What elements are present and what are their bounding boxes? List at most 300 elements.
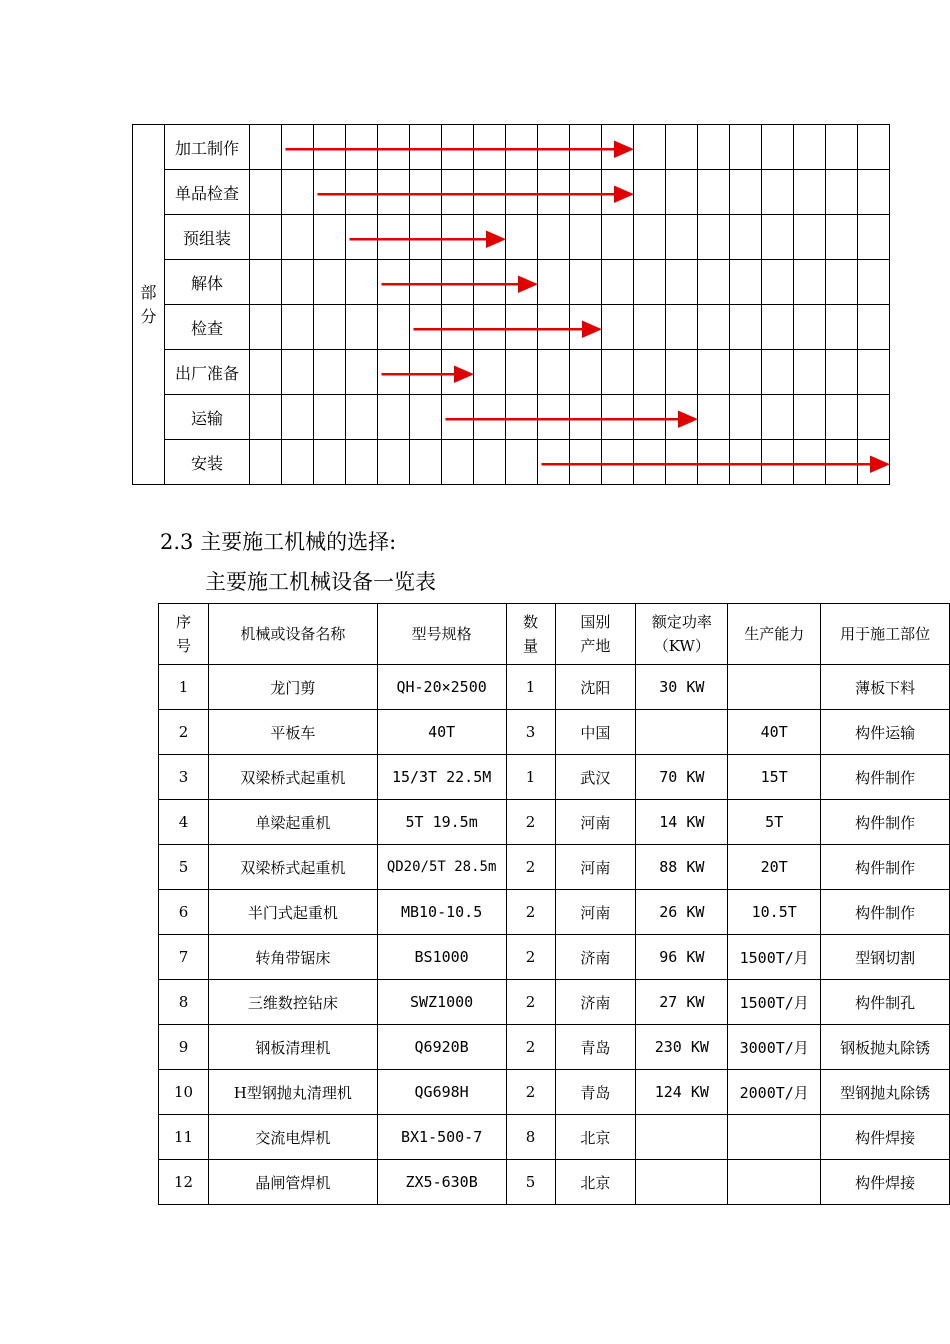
gantt-task-label: 单品检查	[165, 170, 250, 215]
table-cell	[636, 1115, 728, 1160]
gantt-cell	[666, 170, 698, 215]
gantt-cell	[698, 440, 730, 485]
gantt-cell	[250, 260, 282, 305]
gantt-cell	[378, 170, 410, 215]
gantt-cell	[474, 350, 506, 395]
table-cell: 30 KW	[636, 665, 728, 710]
table-cell: 2	[506, 935, 555, 980]
gantt-cell	[410, 395, 442, 440]
table-cell: 5T	[728, 800, 821, 845]
table-cell: 构件制孔	[821, 980, 950, 1025]
gantt-cell	[634, 305, 666, 350]
gantt-cell	[346, 215, 378, 260]
table-cell: ZX5-630B	[377, 1160, 506, 1205]
gantt-cell	[794, 395, 826, 440]
gantt-cell	[794, 215, 826, 260]
table-cell: 济南	[555, 935, 636, 980]
gantt-cell	[442, 215, 474, 260]
gantt-cell	[634, 170, 666, 215]
gantt-cell	[826, 440, 858, 485]
gantt-cell	[730, 395, 762, 440]
gantt-cell	[602, 395, 634, 440]
gantt-cell	[634, 125, 666, 170]
table-cell: 2	[506, 1070, 555, 1115]
table-cell: 晶闸管焊机	[208, 1160, 377, 1205]
gantt-cell	[250, 440, 282, 485]
table-cell: H型钢抛丸清理机	[208, 1070, 377, 1115]
gantt-cell	[506, 350, 538, 395]
gantt-cell	[826, 305, 858, 350]
gantt-cell	[346, 125, 378, 170]
table-cell: 中国	[555, 710, 636, 755]
table-cell: MB10-10.5	[377, 890, 506, 935]
column-header: 额定功率（KW）	[636, 604, 728, 665]
table-cell: 5T 19.5m	[377, 800, 506, 845]
table-cell: 构件制作	[821, 800, 950, 845]
gantt-cell	[346, 305, 378, 350]
equipment-header-row	[159, 604, 950, 665]
gantt-cell	[538, 170, 570, 215]
gantt-cell	[602, 215, 634, 260]
gantt-cell	[602, 305, 634, 350]
gantt-cell	[506, 125, 538, 170]
gantt-cell	[794, 170, 826, 215]
gantt-cell	[602, 440, 634, 485]
table-cell: 1	[506, 755, 555, 800]
table-row	[159, 845, 950, 890]
gantt-cell	[826, 125, 858, 170]
gantt-cell	[474, 305, 506, 350]
table-cell: 1500T/月	[728, 980, 821, 1025]
gantt-cell	[346, 170, 378, 215]
gantt-cell	[666, 125, 698, 170]
table-cell: 龙门剪	[208, 665, 377, 710]
gantt-cell	[570, 305, 602, 350]
gantt-cell	[506, 260, 538, 305]
table-cell: 2	[506, 845, 555, 890]
table-cell: 转角带锯床	[208, 935, 377, 980]
table-cell: 1	[159, 665, 209, 710]
table-cell: 2	[506, 890, 555, 935]
gantt-cell	[858, 350, 890, 395]
gantt-cell	[858, 260, 890, 305]
table-row	[159, 710, 950, 755]
gantt-cell	[698, 260, 730, 305]
gantt-cell	[570, 260, 602, 305]
table-row	[159, 1025, 950, 1070]
gantt-cell	[762, 305, 794, 350]
column-header: 生产能力	[728, 604, 821, 665]
table-cell: 青岛	[555, 1025, 636, 1070]
column-header: 国别产地	[555, 604, 636, 665]
gantt-cell	[570, 170, 602, 215]
table-cell: 7	[159, 935, 209, 980]
table-cell: BS1000	[377, 935, 506, 980]
table-cell: 半门式起重机	[208, 890, 377, 935]
table-cell: 2000T/月	[728, 1070, 821, 1115]
table-cell: 三维数控钻床	[208, 980, 377, 1025]
gantt-cell	[602, 170, 634, 215]
gantt-cell	[250, 395, 282, 440]
table-row	[159, 665, 950, 710]
gantt-cell	[602, 260, 634, 305]
gantt-cell	[506, 440, 538, 485]
table-cell: 10.5T	[728, 890, 821, 935]
table-cell: 构件焊接	[821, 1115, 950, 1160]
gantt-cell	[666, 305, 698, 350]
table-cell	[728, 665, 821, 710]
gantt-cell	[506, 305, 538, 350]
gantt-cell	[826, 260, 858, 305]
table-cell: 26 KW	[636, 890, 728, 935]
table-cell: 构件焊接	[821, 1160, 950, 1205]
gantt-cell	[762, 350, 794, 395]
table-cell: 交流电焊机	[208, 1115, 377, 1160]
gantt-cell	[602, 350, 634, 395]
gantt-row	[133, 350, 890, 395]
gantt-cell	[794, 440, 826, 485]
gantt-cell	[730, 125, 762, 170]
table-cell: 15/3T 22.5M	[377, 755, 506, 800]
table-cell: 70 KW	[636, 755, 728, 800]
table-cell: 双梁桥式起重机	[208, 845, 377, 890]
gantt-cell	[314, 395, 346, 440]
gantt-cell	[378, 125, 410, 170]
gantt-cell	[698, 350, 730, 395]
gantt-cell	[474, 215, 506, 260]
gantt-row	[133, 395, 890, 440]
table-cell: 1500T/月	[728, 935, 821, 980]
gantt-cell	[250, 305, 282, 350]
gantt-cell	[346, 260, 378, 305]
gantt-row	[133, 305, 890, 350]
gantt-cell	[506, 395, 538, 440]
gantt-cell	[538, 125, 570, 170]
gantt-cell	[314, 125, 346, 170]
gantt-cell	[378, 350, 410, 395]
gantt-cell	[698, 215, 730, 260]
table-cell: 北京	[555, 1115, 636, 1160]
gantt-cell	[730, 440, 762, 485]
table-cell: 15T	[728, 755, 821, 800]
table-cell: 2	[159, 710, 209, 755]
side-label-char: 部	[140, 282, 157, 302]
table-row	[159, 800, 950, 845]
gantt-cell	[762, 440, 794, 485]
table-cell: 3	[159, 755, 209, 800]
gantt-cell	[442, 440, 474, 485]
table-cell: Q6920B	[377, 1025, 506, 1070]
table-cell: 单梁起重机	[208, 800, 377, 845]
gantt-cell	[410, 215, 442, 260]
gantt-task-label: 检查	[165, 305, 250, 350]
gantt-cell	[730, 170, 762, 215]
gantt-cell	[378, 395, 410, 440]
gantt-cell	[538, 440, 570, 485]
table-cell: 9	[159, 1025, 209, 1070]
gantt-row	[133, 170, 890, 215]
table-cell: SWZ1000	[377, 980, 506, 1025]
table-cell: 10	[159, 1070, 209, 1115]
gantt-cell	[730, 305, 762, 350]
gantt-cell	[282, 260, 314, 305]
gantt-cell	[442, 125, 474, 170]
table-cell: BX1-500-7	[377, 1115, 506, 1160]
table-cell: 8	[159, 980, 209, 1025]
gantt-row	[133, 260, 890, 305]
gantt-cell	[410, 440, 442, 485]
gantt-cell	[570, 125, 602, 170]
gantt-task-label: 安装	[165, 440, 250, 485]
gantt-cell	[730, 350, 762, 395]
table-cell: 11	[159, 1115, 209, 1160]
gantt-cell	[634, 215, 666, 260]
column-header: 用于施工部位	[821, 604, 950, 665]
table-row	[159, 890, 950, 935]
table-cell	[636, 1160, 728, 1205]
table-cell: 构件制作	[821, 845, 950, 890]
gantt-cell	[410, 350, 442, 395]
gantt-cell	[762, 395, 794, 440]
gantt-task-label: 解体	[165, 260, 250, 305]
gantt-cell	[410, 170, 442, 215]
gantt-cell	[282, 170, 314, 215]
table-cell: QH-20×2500	[377, 665, 506, 710]
table-cell	[728, 1160, 821, 1205]
table-cell: 2	[506, 800, 555, 845]
gantt-cell	[250, 350, 282, 395]
table-cell: 5	[506, 1160, 555, 1205]
gantt-cell	[858, 440, 890, 485]
gantt-cell	[666, 395, 698, 440]
gantt-cell	[730, 260, 762, 305]
table-row	[159, 755, 950, 800]
gantt-cell	[442, 395, 474, 440]
gantt-cell	[538, 305, 570, 350]
gantt-cell	[602, 125, 634, 170]
gantt-cell	[538, 350, 570, 395]
table-cell: 20T	[728, 845, 821, 890]
table-cell: 88 KW	[636, 845, 728, 890]
schedule-gantt-table	[132, 124, 890, 485]
table-cell: 钢板清理机	[208, 1025, 377, 1070]
gantt-cell	[410, 305, 442, 350]
gantt-cell	[698, 395, 730, 440]
gantt-row	[133, 125, 890, 170]
column-header: 机械或设备名称	[208, 604, 377, 665]
table-row	[159, 1115, 950, 1160]
table-cell: 27 KW	[636, 980, 728, 1025]
table-cell: 青岛	[555, 1070, 636, 1115]
gantt-cell	[858, 125, 890, 170]
gantt-cell	[250, 215, 282, 260]
equipment-table	[158, 603, 950, 1205]
table-cell: 14 KW	[636, 800, 728, 845]
gantt-cell	[634, 395, 666, 440]
gantt-cell	[762, 170, 794, 215]
gantt-cell	[282, 125, 314, 170]
gantt-cell	[698, 170, 730, 215]
gantt-cell	[282, 395, 314, 440]
gantt-task-label: 运输	[165, 395, 250, 440]
gantt-cell	[570, 395, 602, 440]
gantt-cell	[378, 440, 410, 485]
side-label-char: 分	[140, 306, 157, 326]
table-cell: 230 KW	[636, 1025, 728, 1070]
gantt-cell	[474, 260, 506, 305]
table-cell: 型钢抛丸除锈	[821, 1070, 950, 1115]
table-cell: 96 KW	[636, 935, 728, 980]
table-cell: 8	[506, 1115, 555, 1160]
table-cell: 124 KW	[636, 1070, 728, 1115]
gantt-cell	[858, 215, 890, 260]
table-cell: 河南	[555, 890, 636, 935]
gantt-cell	[762, 125, 794, 170]
gantt-cell	[794, 350, 826, 395]
gantt-cell	[794, 125, 826, 170]
table-cell: 3	[506, 710, 555, 755]
gantt-cell	[442, 170, 474, 215]
table-row	[159, 1160, 950, 1205]
gantt-cell	[314, 440, 346, 485]
column-header: 序号	[159, 604, 209, 665]
gantt-cell	[378, 305, 410, 350]
gantt-cell	[538, 215, 570, 260]
table-cell	[636, 710, 728, 755]
gantt-cell	[378, 215, 410, 260]
gantt-cell	[698, 305, 730, 350]
gantt-cell	[730, 215, 762, 260]
gantt-cell	[666, 260, 698, 305]
table-title: 主要施工机械设备一览表	[205, 570, 436, 594]
gantt-cell	[282, 350, 314, 395]
table-cell: 40T	[728, 710, 821, 755]
gantt-cell	[666, 440, 698, 485]
table-cell: 6	[159, 890, 209, 935]
gantt-task-label: 出厂准备	[165, 350, 250, 395]
table-cell	[728, 1115, 821, 1160]
table-row	[159, 980, 950, 1025]
gantt-cell	[346, 350, 378, 395]
table-cell: 构件制作	[821, 755, 950, 800]
gantt-cell	[442, 305, 474, 350]
gantt-row	[133, 215, 890, 260]
gantt-cell	[858, 395, 890, 440]
gantt-row	[133, 440, 890, 485]
table-cell: 双梁桥式起重机	[208, 755, 377, 800]
gantt-cell	[410, 125, 442, 170]
gantt-cell	[474, 170, 506, 215]
gantt-cell	[826, 350, 858, 395]
gantt-task-label: 预组装	[165, 215, 250, 260]
table-cell: 2	[506, 1025, 555, 1070]
gantt-cell	[346, 395, 378, 440]
gantt-cell	[634, 440, 666, 485]
gantt-cell	[666, 350, 698, 395]
table-cell: 沈阳	[555, 665, 636, 710]
gantt-cell	[314, 350, 346, 395]
gantt-cell	[570, 440, 602, 485]
table-cell: QD20/5T 28.5m	[377, 845, 506, 890]
gantt-cell	[314, 260, 346, 305]
gantt-cell	[826, 170, 858, 215]
gantt-side-label	[133, 125, 165, 485]
gantt-cell	[826, 215, 858, 260]
gantt-cell	[506, 215, 538, 260]
gantt-cell	[282, 305, 314, 350]
table-cell: 济南	[555, 980, 636, 1025]
table-cell: 钢板抛丸除锈	[821, 1025, 950, 1070]
table-cell: 5	[159, 845, 209, 890]
gantt-cell	[346, 440, 378, 485]
gantt-cell	[506, 170, 538, 215]
column-header: 型号规格	[377, 604, 506, 665]
table-cell: 型钢切割	[821, 935, 950, 980]
table-cell: 北京	[555, 1160, 636, 1205]
table-cell: 12	[159, 1160, 209, 1205]
gantt-cell	[314, 170, 346, 215]
table-cell: 40T	[377, 710, 506, 755]
gantt-cell	[378, 260, 410, 305]
table-cell: 平板车	[208, 710, 377, 755]
table-cell: 薄板下料	[821, 665, 950, 710]
gantt-cell	[634, 350, 666, 395]
table-cell: 1	[506, 665, 555, 710]
section-heading: 2.3 主要施工机械的选择:	[160, 530, 397, 554]
table-cell: 河南	[555, 800, 636, 845]
table-cell: 构件制作	[821, 890, 950, 935]
gantt-cell	[474, 440, 506, 485]
column-header: 数量	[506, 604, 555, 665]
gantt-cell	[474, 125, 506, 170]
gantt-cell	[442, 350, 474, 395]
table-cell: 河南	[555, 845, 636, 890]
gantt-cell	[826, 395, 858, 440]
gantt-cell	[250, 170, 282, 215]
gantt-cell	[442, 260, 474, 305]
table-row	[159, 1070, 950, 1115]
gantt-cell	[570, 350, 602, 395]
gantt-cell	[698, 125, 730, 170]
gantt-cell	[794, 305, 826, 350]
gantt-cell	[538, 260, 570, 305]
table-cell: 武汉	[555, 755, 636, 800]
table-cell: 3000T/月	[728, 1025, 821, 1070]
table-cell: QG698H	[377, 1070, 506, 1115]
gantt-cell	[858, 305, 890, 350]
gantt-cell	[474, 395, 506, 440]
gantt-cell	[250, 125, 282, 170]
gantt-cell	[666, 215, 698, 260]
gantt-cell	[314, 305, 346, 350]
gantt-cell	[282, 440, 314, 485]
gantt-cell	[634, 260, 666, 305]
gantt-cell	[282, 215, 314, 260]
table-cell: 2	[506, 980, 555, 1025]
gantt-cell	[762, 215, 794, 260]
gantt-cell	[410, 260, 442, 305]
gantt-cell	[314, 215, 346, 260]
gantt-cell	[794, 260, 826, 305]
gantt-cell	[762, 260, 794, 305]
gantt-task-label: 加工制作	[165, 125, 250, 170]
gantt-cell	[538, 395, 570, 440]
table-row	[159, 935, 950, 980]
table-cell: 4	[159, 800, 209, 845]
gantt-cell	[570, 215, 602, 260]
table-cell: 构件运输	[821, 710, 950, 755]
gantt-cell	[858, 170, 890, 215]
